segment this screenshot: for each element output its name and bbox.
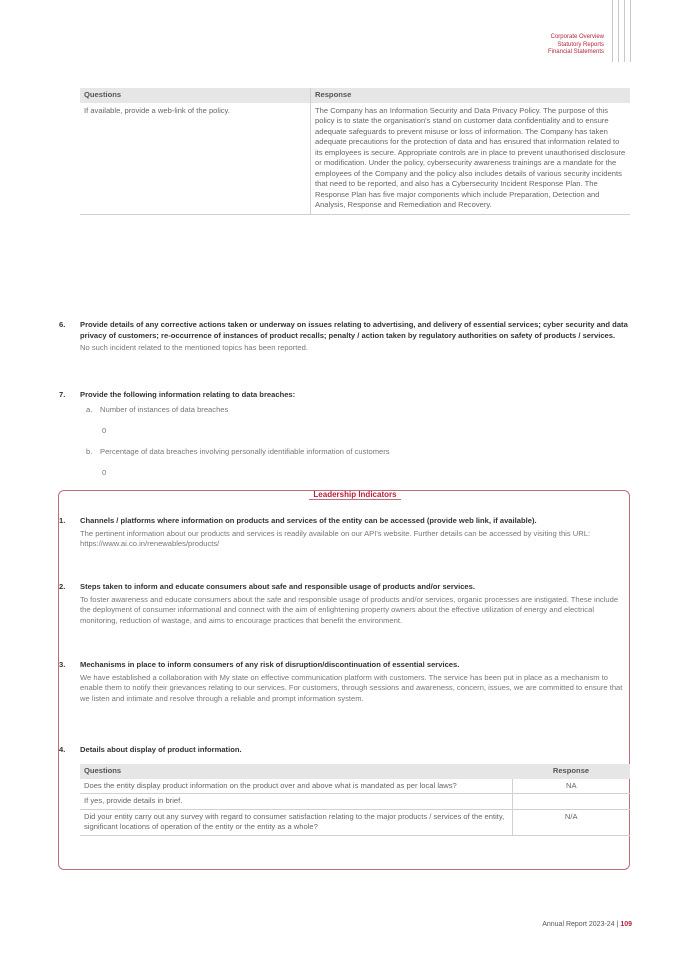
nav-financial-statements[interactable]: Financial Statements [547,49,604,55]
nav-statutory-reports[interactable]: Statutory Reports [557,41,604,48]
leadership-item-1 [59,516,630,550]
table-cell-response: The Company has an Information Security and Data Privacy Policy. The purpose of this policy is to state the organisation's stand on customer data confidentiality and to ensure adequate safeguards to prevent misuse or loss of information. The Company has taken adequate precautions for the protection of data and has ensured that information related to its employees is secure. Appropriate controls are in place to prevent unauthorised disclosure or modification. Under the policy, cybersecurity awareness trainings are a mandate for the employees of the Company and the policy also includes details of various security incidents that need to be reported, and also has a Cybersecurity Incident Response Plan. The Response Plan has five major components which include Preparation, Detection and Analysis, Response and Remediation and Recovery. [311,103,631,215]
item-number: 7. [59,390,66,399]
leadership-indicators-title: Leadership Indicators [0,490,680,500]
table-cell-question: If available, provide a web-link of the policy. [80,103,311,215]
page-number: 109 [620,921,632,928]
sub-b-text: Percentage of data breaches involving personally identifiable information of customers [100,447,390,456]
item-7 [59,390,630,401]
item-number: 4. [59,745,66,754]
item-question: Provide the following information relating to data breaches: [80,390,296,399]
header-decoration [606,0,636,62]
table-row [80,779,630,794]
sub-a-text: Number of instances of data breaches [100,405,229,414]
item-question: Channels / platforms where information on products and services of the entity can be accessed (provide web link, if available). [80,516,537,525]
table-cell-response: NA [512,779,630,794]
footer-report-title: Annual Report 2023-24 | [542,921,619,928]
nav-corporate-overview[interactable]: Corporate Overview [550,34,604,40]
item-question: Mechanisms in place to inform consumers of any risk of disruption/discontinuation of essential services. [80,660,460,669]
sub-b-label: b. [86,447,93,456]
item-question: Details about display of product information. [80,745,242,754]
table-cell-response [512,794,630,810]
sub-a-value: 0 [102,426,107,435]
table-row [80,103,630,215]
item-answer: To foster awareness and educate consumers about the safe and responsible usage of products and/or services, organic processes are instigated. These include the deployment of consumer informational and connect with the aim of enlightening property owners about the effective utilization of energy and electrical monitoring, reduction of wastage, and aims to encourage practices that benefit the environment. [80,594,619,625]
table-cell-question: Did your entity carry out any survey with regard to consumer satisfaction relating to the major products / services of the entity, significant locations of operation of the entity or the entity as a whole? [80,809,512,835]
item-answer: The pertinent information about our products and services is readily available on our API's website. Further details can be accessed by visiting this URL: https://www.ai.co.in/renewables/products/ [80,528,591,548]
table-header-response: Response [311,88,631,103]
table-row [80,794,630,810]
leadership-item-3 [59,660,630,704]
item-number: 6. [59,320,66,329]
item-question: Provide details of any corrective actions taken or underway on issues relating to advertising, and delivery of essential services; cyber security and data privacy of customers; re-occurrence of instances of product recalls; penalty / action taken by regulatory authorities on safety of products / services. [80,320,628,340]
table-cell-response: N/A [512,809,630,835]
page-footer [542,921,632,928]
item-answer: No such incident related to the mentioned topics has been reported. [80,343,308,352]
section-nav [548,34,604,57]
item-question: Steps taken to inform and educate consumers about safe and responsible usage of products and/or services. [80,582,475,591]
item-answer: We have established a collaboration with My state on effective communication platform with customers. The service has been put in place as a mechanism to enable them to notify their grievances relating to our services. For customers, through sessions and awareness, concern, issues, we are committed to ensure that we listen and intimate and resolve through a reliable and prompt information system. [80,672,623,703]
item-number: 1. [59,516,66,525]
table-cell-question: If yes, provide details in brief. [80,794,512,810]
product-info-table [80,764,630,836]
table-row [80,809,630,835]
leadership-item-4 [59,745,630,756]
item-6 [59,320,630,354]
table-header-questions: Questions [80,764,512,779]
item-number: 2. [59,582,66,591]
table-cell-question: Does the entity display product information on the product over and above what is mandated as per local laws? [80,779,512,794]
table-header-response: Response [512,764,630,779]
leadership-item-2 [59,582,630,626]
table-header-questions: Questions [80,88,311,103]
item-number: 3. [59,660,66,669]
sub-b-value: 0 [102,468,107,477]
policy-table [80,88,630,215]
sub-a-label: a. [86,405,93,414]
